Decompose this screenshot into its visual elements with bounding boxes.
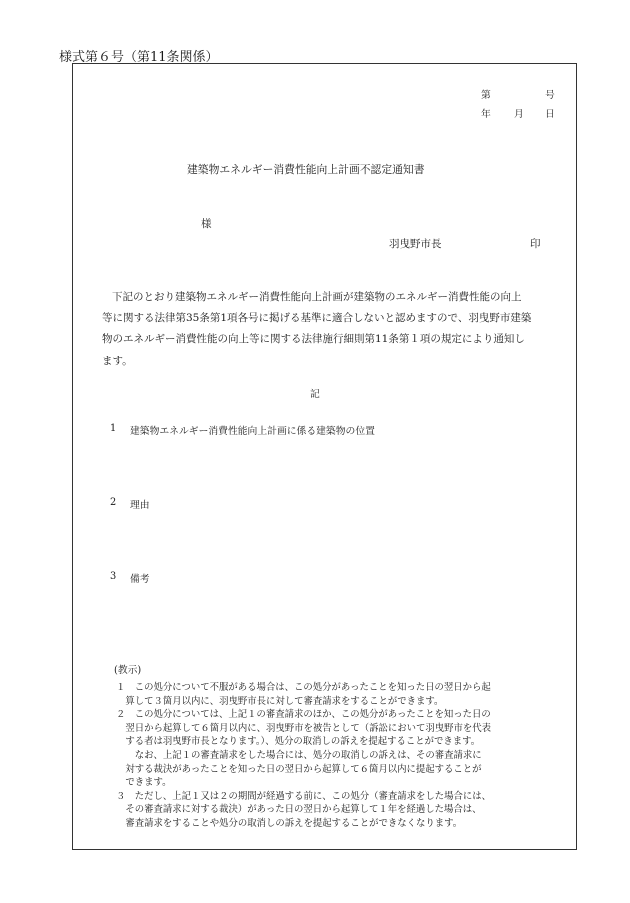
notice-line: 対する裁決があったことを知った日の翌日から起算して６箇月以内に提起することが [116, 763, 482, 775]
addressee-suffix: 様 [201, 218, 212, 230]
body-line: 物のエネルギー消費性能の向上等に関する法律施行細則第11条第１項の規定により通知し [102, 333, 525, 346]
date-month: 月 [514, 109, 524, 120]
body-line: ます。 [102, 354, 133, 367]
body-line: 等に関する法律第35条第1項各号に掲げる基準に適合しないと認めますので、羽曳野市建築 [102, 312, 532, 325]
item-remarks-label: 備考 [130, 574, 150, 585]
number-suffix: 号 [545, 90, 555, 101]
notice-line: ３ ただし、上記１又は２の期間が経過する前に、この処分（審査請求をした場合には、 [116, 790, 492, 802]
body-line: 下記のとおり建築物エネルギー消費性能向上計画が建築物のエネルギー消費性能の向上 [112, 291, 522, 303]
item-number: 2 [110, 497, 117, 508]
item-reason-label: 理由 [130, 500, 150, 511]
notice-line: 翌日から起算して６箇月以内に、羽曳野市を被告として（訴訟において羽曳野市を代表 [116, 722, 492, 734]
notice-block [116, 681, 491, 831]
item-number: 1 [110, 423, 117, 434]
body-paragraph [102, 287, 531, 372]
notice-line: １ この処分について不服がある場合は、この処分があったことを知った日の翌日から起 [116, 682, 491, 693]
ki-heading: 記 [310, 389, 320, 400]
date-day: 日 [545, 109, 555, 120]
seal-mark: 印 [530, 238, 541, 250]
notice-line: なお、上記１の審査請求をした場合には、処分の取消しの訴えは、その審査請求に [116, 749, 482, 761]
notice-line: その審査請求に対する裁決）があった日の翌日から起算して１年を経過した場合は、 [116, 804, 482, 816]
notice-line: 算して３箇月以内に、羽曳野市長に対して審査請求をすることができます。 [116, 695, 444, 707]
item-location-label: 建築物エネルギー消費性能向上計画に係る建築物の位置 [130, 426, 375, 437]
notice-heading: (教示) [114, 665, 142, 676]
issuer-name: 羽曳野市長 [389, 238, 442, 250]
form-label: 様式第６号（第11条関係） [59, 50, 219, 65]
document-title: 建築物エネルギー消費性能向上計画不認定通知書 [187, 163, 425, 176]
date-year: 年 [481, 109, 491, 120]
notice-line: できます。 [116, 777, 172, 789]
item-number: 3 [110, 571, 117, 582]
notice-line: ２ この処分については、上記１の審査請求のほか、この処分があったことを知った日の [116, 709, 491, 721]
notice-line: する者は羽曳野市長となります。）、処分の取消しの訴えを提起することができます。 [116, 736, 481, 748]
number-prefix: 第 [481, 90, 491, 101]
notice-line: 審査請求をすることや処分の取消しの訴えを提起することができなくなります。 [116, 817, 463, 829]
